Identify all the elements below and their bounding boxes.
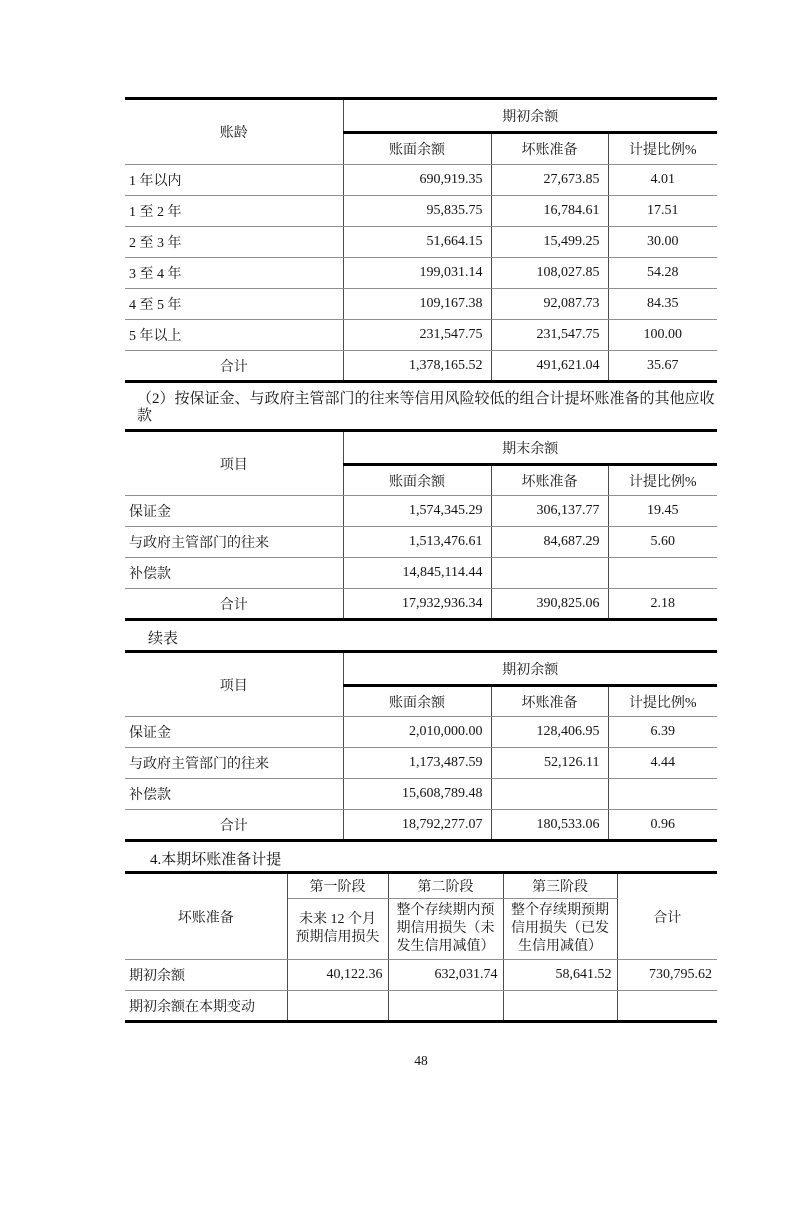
table-row <box>125 960 717 991</box>
table-row <box>125 717 717 748</box>
stage-1-header: 第一阶段 <box>287 873 388 899</box>
table-row <box>125 991 717 1022</box>
bad-debt-cell: 108,027.85 <box>491 258 608 289</box>
col-header-book-balance: 账面余额 <box>343 465 491 496</box>
period-span-header: 期末余额 <box>343 431 717 465</box>
section-4-title: 4.本期坏账准备计提 <box>150 852 282 868</box>
book-balance-cell: 231,547.75 <box>343 320 491 351</box>
table-row <box>125 320 717 351</box>
table-header-row <box>125 652 717 686</box>
book-balance-cell: 199,031.14 <box>343 258 491 289</box>
row-label: 1 年以内 <box>125 165 343 196</box>
ratio-total: 35.67 <box>647 357 679 373</box>
stage-1-value <box>287 991 388 1022</box>
stage-2-value <box>388 991 503 1022</box>
total-label: 合计 <box>125 589 343 620</box>
ratio-cell: 19.45 <box>608 496 717 527</box>
table-row <box>125 289 717 320</box>
stage-3-header: 第三阶段 <box>503 873 617 899</box>
total-row <box>125 351 717 382</box>
table-row <box>125 196 717 227</box>
bad-debt-total: 491,621.04 <box>491 351 608 382</box>
row-label: 期初余额 <box>125 960 287 991</box>
ratio-cell: 84.35 <box>608 289 717 320</box>
col-header-ratio: 计提比例% <box>608 686 717 717</box>
table-row <box>125 496 717 527</box>
row-label: 4 至 5 年 <box>125 289 343 320</box>
bad-debt-cell: 16,784.61 <box>491 196 608 227</box>
col-header-book-balance: 账面余额 <box>343 686 491 717</box>
bad-debt-total: 180,533.06 <box>491 810 608 841</box>
continued-table-label: 续表 <box>148 631 179 647</box>
period-span-header: 期初余额 <box>343 99 717 133</box>
row-label: 5 年以上 <box>125 320 343 351</box>
table-row <box>125 558 717 589</box>
book-balance-total: 18,792,277.07 <box>343 810 491 841</box>
row-label: 3 至 4 年 <box>125 258 343 289</box>
row-label: 保证金 <box>125 496 343 527</box>
bad-debt-cell: 27,673.85 <box>491 165 608 196</box>
bad-debt-cell: 306,137.77 <box>491 496 608 527</box>
portfolio-corner-header: 项目 <box>125 431 343 496</box>
col-header-ratio: 计提比例% <box>608 465 717 496</box>
bad-debt-cell: 52,126.11 <box>491 748 608 779</box>
stage-2-header: 第二阶段 <box>388 873 503 899</box>
ratio-cell <box>608 779 717 810</box>
ratio-cell: 5.60 <box>608 527 717 558</box>
stage-3-value: 58,641.52 <box>503 960 617 991</box>
ratio-cell: 100.00 <box>608 320 717 351</box>
row-label: 与政府主管部门的往来 <box>125 527 343 558</box>
page-content <box>125 97 717 1069</box>
stage-1-value: 40,122.36 <box>287 960 388 991</box>
col-header-ratio: 计提比例% <box>608 133 717 165</box>
bad-debt-cell: 231,547.75 <box>491 320 608 351</box>
ratio-cell <box>608 558 717 589</box>
bad-debt-cell: 84,687.29 <box>491 527 608 558</box>
note-2-text: （2）按保证金、与政府主管部门的往来等信用风险较低的组合计提坏账准备的其他应收款 <box>137 391 715 424</box>
book-balance-cell: 2,010,000.00 <box>343 717 491 748</box>
row-label: 2 至 3 年 <box>125 227 343 258</box>
stage-total-value <box>617 991 717 1022</box>
page-number: 48 <box>414 1053 428 1068</box>
table-header-row <box>125 431 717 465</box>
book-balance-cell: 1,574,345.29 <box>343 496 491 527</box>
stage-total-header: 合计 <box>617 873 717 960</box>
stage-2-description: 整个存续期内预期信用损失（未发生信用减值） <box>388 899 503 960</box>
portfolio-corner-header: 项目 <box>125 652 343 717</box>
portfolio-begin-table <box>125 650 717 842</box>
ratio-total: 0.96 <box>650 816 675 832</box>
ratio-cell: 30.00 <box>608 227 717 258</box>
stage-corner-header: 坏账准备 <box>125 873 287 960</box>
ratio-total: 2.18 <box>650 595 675 611</box>
stage-header-row <box>125 873 717 899</box>
book-balance-total: 17,932,936.34 <box>343 589 491 620</box>
table-row <box>125 527 717 558</box>
aging-table <box>125 97 717 383</box>
ratio-cell: 54.28 <box>608 258 717 289</box>
stage-3-description: 整个存续期预期信用损失（已发生信用减值） <box>503 899 617 960</box>
col-header-bad-debt: 坏账准备 <box>491 133 608 165</box>
book-balance-cell: 690,919.35 <box>343 165 491 196</box>
bad-debt-cell <box>491 779 608 810</box>
total-row <box>125 810 717 841</box>
book-balance-cell: 1,513,476.61 <box>343 527 491 558</box>
bad-debt-cell: 15,499.25 <box>491 227 608 258</box>
bad-debt-cell: 128,406.95 <box>491 717 608 748</box>
row-label: 1 至 2 年 <box>125 196 343 227</box>
ratio-cell: 4.44 <box>608 748 717 779</box>
stage-total-value: 730,795.62 <box>617 960 717 991</box>
row-label: 保证金 <box>125 717 343 748</box>
total-row <box>125 589 717 620</box>
table-row <box>125 227 717 258</box>
total-label: 合计 <box>125 351 343 382</box>
ratio-cell: 4.01 <box>608 165 717 196</box>
stage-3-value <box>503 991 617 1022</box>
stage-1-description: 未来 12 个月预期信用损失 <box>287 899 388 960</box>
table-header-row <box>125 99 717 133</box>
col-header-book-balance: 账面余额 <box>343 133 491 165</box>
row-label: 期初余额在本期变动 <box>125 991 287 1022</box>
stage-table <box>125 871 717 1023</box>
table-row <box>125 258 717 289</box>
book-balance-cell: 109,167.38 <box>343 289 491 320</box>
bad-debt-total: 390,825.06 <box>491 589 608 620</box>
ratio-cell: 6.39 <box>608 717 717 748</box>
aging-corner-header: 账龄 <box>125 99 343 165</box>
col-header-bad-debt: 坏账准备 <box>491 686 608 717</box>
book-balance-cell: 51,664.15 <box>343 227 491 258</box>
total-label: 合计 <box>125 810 343 841</box>
bad-debt-cell <box>491 558 608 589</box>
book-balance-cell: 14,845,114.44 <box>343 558 491 589</box>
book-balance-cell: 95,835.75 <box>343 196 491 227</box>
book-balance-cell: 15,608,789.48 <box>343 779 491 810</box>
table-row <box>125 748 717 779</box>
stage-2-value: 632,031.74 <box>388 960 503 991</box>
ratio-cell: 17.51 <box>608 196 717 227</box>
row-label: 补偿款 <box>125 558 343 589</box>
row-label: 补偿款 <box>125 779 343 810</box>
bad-debt-cell: 92,087.73 <box>491 289 608 320</box>
portfolio-end-table <box>125 429 717 621</box>
row-label: 与政府主管部门的往来 <box>125 748 343 779</box>
book-balance-cell: 1,173,487.59 <box>343 748 491 779</box>
table-row <box>125 165 717 196</box>
table-row <box>125 779 717 810</box>
col-header-bad-debt: 坏账准备 <box>491 465 608 496</box>
period-span-header: 期初余额 <box>343 652 717 686</box>
book-balance-total: 1,378,165.52 <box>343 351 491 382</box>
